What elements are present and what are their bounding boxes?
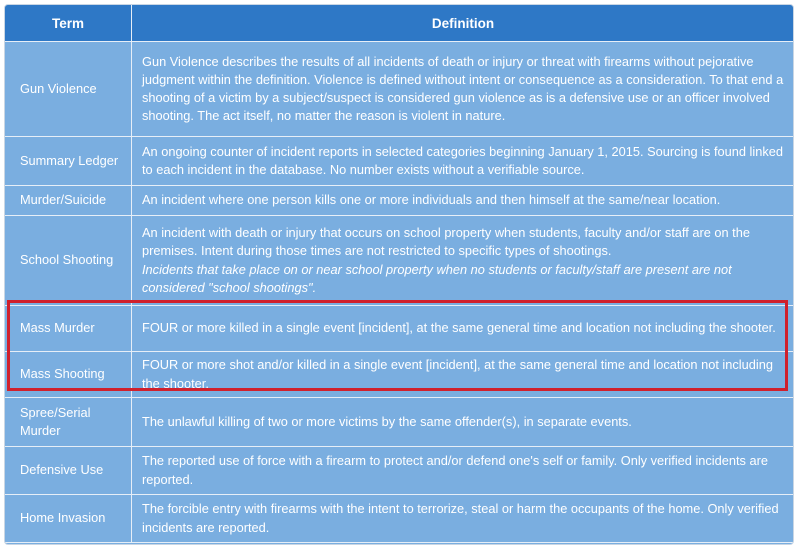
term-cell: Mass Shooting	[5, 352, 132, 398]
definition-cell	[132, 216, 795, 306]
table-row-summary-ledger	[5, 137, 795, 186]
definition-cell: The reported use of force with a firearm to protect and/or defend one's self or family. Only verified incidents are reported.	[132, 447, 795, 495]
term-cell: Spree/Serial Murder	[5, 398, 132, 447]
term-cell: Defensive Use	[5, 447, 132, 495]
table-row-home-invasion	[5, 495, 795, 543]
definition-cell: The unlawful killing of two or more victims by the same offender(s), in separate events.	[132, 398, 795, 447]
term-cell: Murder/Suicide	[5, 186, 132, 216]
definition-cell: Gun Violence describes the results of all incidents of death or injury or threat with firearms without pejorative judgment within the definition. Violence is defined without intent or consequence as a consideration. To that end a shooting of a victim by a subject/suspect is considered gun violence as is a defensive use or an officer involved shooting. The act itself, no matter the reason is violent in nature.	[132, 42, 795, 137]
definition-cell: The forcible entry with firearms with the intent to terrorize, steal or harm the occupants of the home. Only verified incidents are reported.	[132, 495, 795, 543]
table-row-murder-suicide	[5, 186, 795, 216]
table-row-defensive-use	[5, 447, 795, 495]
definition-cell: An incident where one person kills one or more individuals and then himself at the same/near location.	[132, 186, 795, 216]
header-row	[5, 5, 795, 42]
table-row-mass-murder	[5, 306, 795, 352]
definition-text: An incident with death or injury that occurs on school property when students, faculty and/or staff are on the premises. Intent during those times are not restricted to specific types of shootings.	[142, 225, 750, 259]
term-cell: Mass Murder	[5, 306, 132, 352]
definition-note: Incidents that take place on or near school property when no students or faculty/staff are present are not considered "school shootings".	[142, 261, 732, 295]
table-row-gun-violence	[5, 42, 795, 137]
definitions-table-container	[4, 4, 794, 545]
definitions-table	[4, 4, 794, 543]
term-cell: School Shooting	[5, 216, 132, 306]
definition-cell: An ongoing counter of incident reports in selected categories beginning January 1, 2015. Sourcing is found linked to each incident in the database. No number exists without a verifiable source.	[132, 137, 795, 186]
term-cell: Summary Ledger	[5, 137, 132, 186]
definition-cell: FOUR or more killed in a single event [incident], at the same general time and location not including the shooter.	[132, 306, 795, 352]
term-cell: Home Invasion	[5, 495, 132, 543]
definition-cell: FOUR or more shot and/or killed in a single event [incident], at the same general time and location not including the shooter.	[132, 352, 795, 398]
table-row-mass-shooting	[5, 352, 795, 398]
table-row-spree-serial-murder	[5, 398, 795, 447]
definition-column-header: Definition	[132, 5, 795, 42]
term-cell: Gun Violence	[5, 42, 132, 137]
table-row-school-shooting	[5, 216, 795, 306]
term-column-header: Term	[5, 5, 132, 42]
